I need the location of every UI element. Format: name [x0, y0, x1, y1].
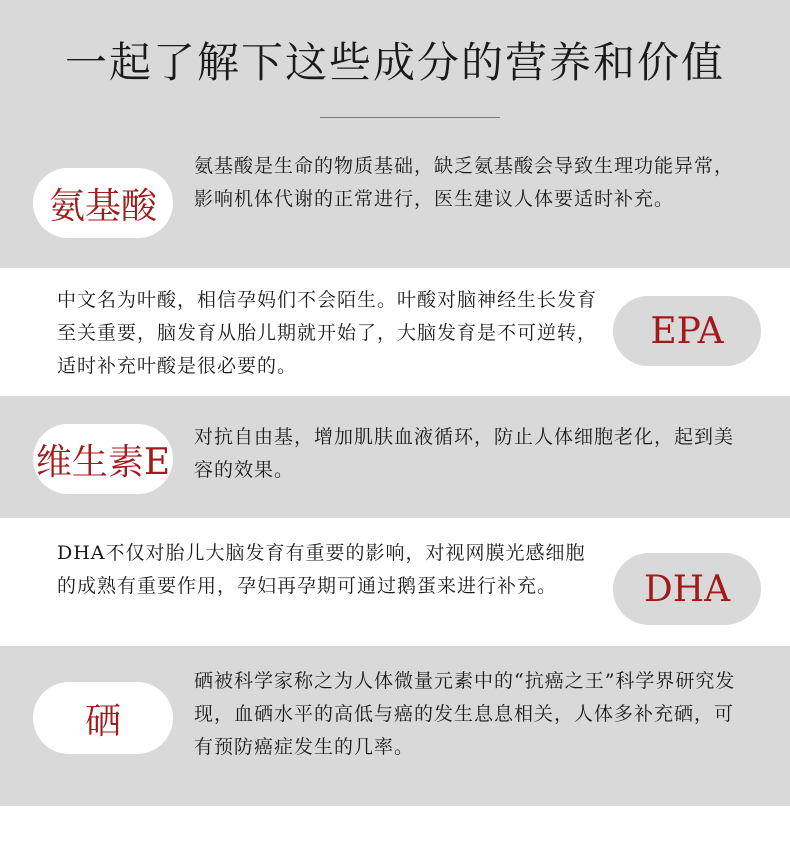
- item-text-selenium: 硒被科学家称之为人体微量元素中的“抗癌之王”科学界研究发现，血硒水平的高低与癌的发生息息相关，人体多补充硒，可有预防癌症发生的几率。: [194, 670, 736, 758]
- item-text-amino-acid: 氨基酸是生命的物质基础，缺乏氨基酸会导致生理功能异常，影响机体代谢的正常进行，医生建议人体要适时补充。: [194, 155, 735, 210]
- item-label-amino-acid: 氨基酸: [33, 168, 173, 238]
- item-label-epa: EPA: [613, 296, 761, 366]
- item-text-epa: 中文名为叶酸，相信孕妈们不会陌生。叶酸对脑神经生长发育至关重要，脑发育从胎儿期就开始了，大脑发育是不可逆转，适时补充叶酸是很必要的。: [57, 289, 598, 377]
- item-text-dha: DHA不仅对胎儿大脑发育有重要的影响，对视网膜光感细胞的成熟有重要作用，孕妇再孕期可通过鹅蛋来进行补充。: [57, 542, 586, 597]
- page-title: 一起了解下这些成分的营养和价值: [64, 38, 725, 87]
- item-text-vitamin-e: 对抗自由基，增加肌肤血液循环，防止人体细胞老化，起到美容的效果。: [194, 426, 735, 481]
- title-divider: [320, 117, 500, 118]
- item-label-selenium: 硒: [33, 682, 173, 754]
- item-label-dha: DHA: [613, 553, 761, 625]
- item-label-vitamin-e: 维生素E: [33, 424, 173, 494]
